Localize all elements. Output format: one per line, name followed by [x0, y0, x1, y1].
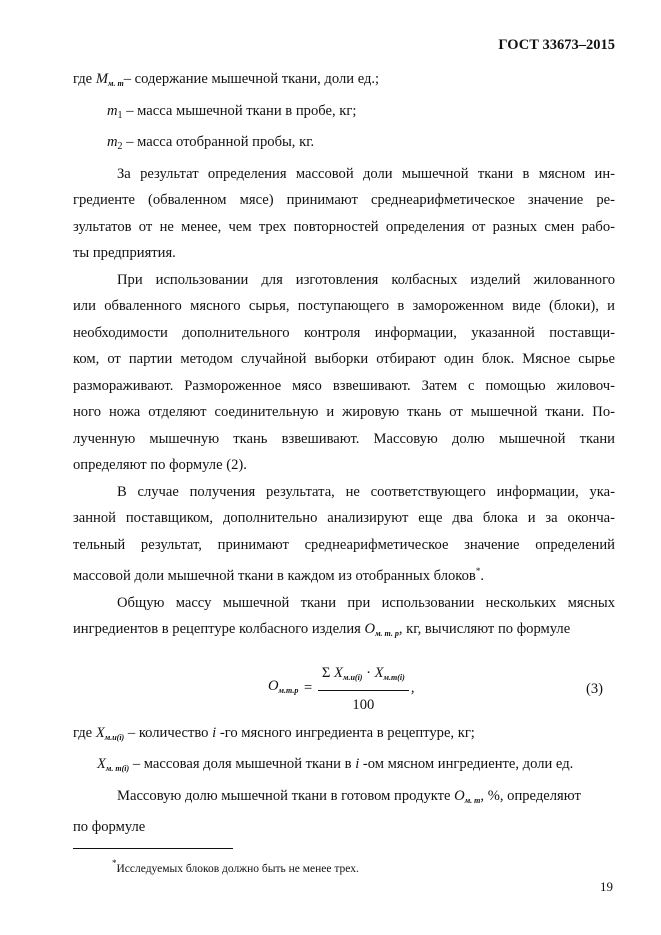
definition-m1: $m_1$ – масса мышечной ткани в пробе, кг; — [107, 102, 357, 121]
document-id: ГОСТ 33673–2015 — [498, 37, 615, 53]
definition-m-mt: где $M_{м. т}-$ содержание мышечной ткани, доли ед.; — [73, 71, 380, 88]
footnote-reference: * — [475, 566, 481, 576]
formula-3: $O_{м.т.р}$ = $\frac{\Sigma X_{м.и(i)} \cdot X_{м.т(i)}}{100}$ , (3) — [268, 664, 603, 713]
paragraph-result: За результат определения массовой доли мышечной ткани в мясном ин- гредиенте (обваленном мясе) принимают среднеарифметическое значение ре- зультатов от не менее, чем трех повторностей определения от разных смен рабо- ты предприятия. — [73, 165, 615, 261]
formula-number: (3) — [585, 680, 603, 697]
var-M: M — [95, 71, 108, 87]
paragraph-total-mass: Общую массу мышечной ткани при использовании нескольких мясных ингредиентов в рецептуре колбасного изделия $O_{м. т. р}$, кг, вычисляют по формуле — [73, 594, 615, 638]
paragraph-mismatch: В случае получения результата, не соответствующего информации, ука- занной поставщиком, дополнительно анализируют еще два блока и за оконча- тельный результат, принимают среднеарифметическое значение определений массовой доли мышечной ткани в каждом из отобранных блоков*. — [73, 483, 615, 584]
paragraph-final-product: Массовую долю мышечной ткани в готовом продукте $O_{м. т}$, %, определяют по формуле — [73, 787, 581, 835]
definition-m2: $m_2$ – масса отобранной пробы, кг. — [107, 134, 315, 152]
page-body — [73, 66, 615, 841]
formula-denominator: 100 — [352, 696, 375, 713]
definition-x-mt: $X_{м. т(i)}$ – массовая доля мышечной ткани в i -ом мясном ингредиенте, доли ед. — [97, 756, 574, 773]
definition-x-mi: где $X_{м.и(i)}$ – количество i -го мясного ингредиента в рецептуре, кг; — [73, 724, 475, 742]
paragraph-frozen-blocks: При использовании для изготовления колбасных изделий жилованного или обваленного мясного сырья, поступающего в замороженном виде (блоки), и необходимости дополнительного контроля информации, указанной поставщи- ком, от партии методом случайной выборки отбирают один блок. Мясное сырье размораживают. Размороженное мясо взвешивают. Затем с помощью жиловоч- ного ножа отделяют соединительную и жировую ткань от мышечной ткани. По- лученную мышечную ткань взвешивают. Массовую долю мышечной ткани определяют по формуле (2). — [73, 271, 615, 473]
formula-fraction — [318, 664, 409, 714]
footnote-divider — [73, 848, 233, 849]
footnote: *Исследуемых блоков должно быть не менее трех. — [112, 858, 359, 875]
page-number: 19 — [600, 879, 613, 894]
formula-numerator: Σ $X_{м.и(i)} \cdot X_{м.т(i)}$ — [318, 664, 409, 691]
